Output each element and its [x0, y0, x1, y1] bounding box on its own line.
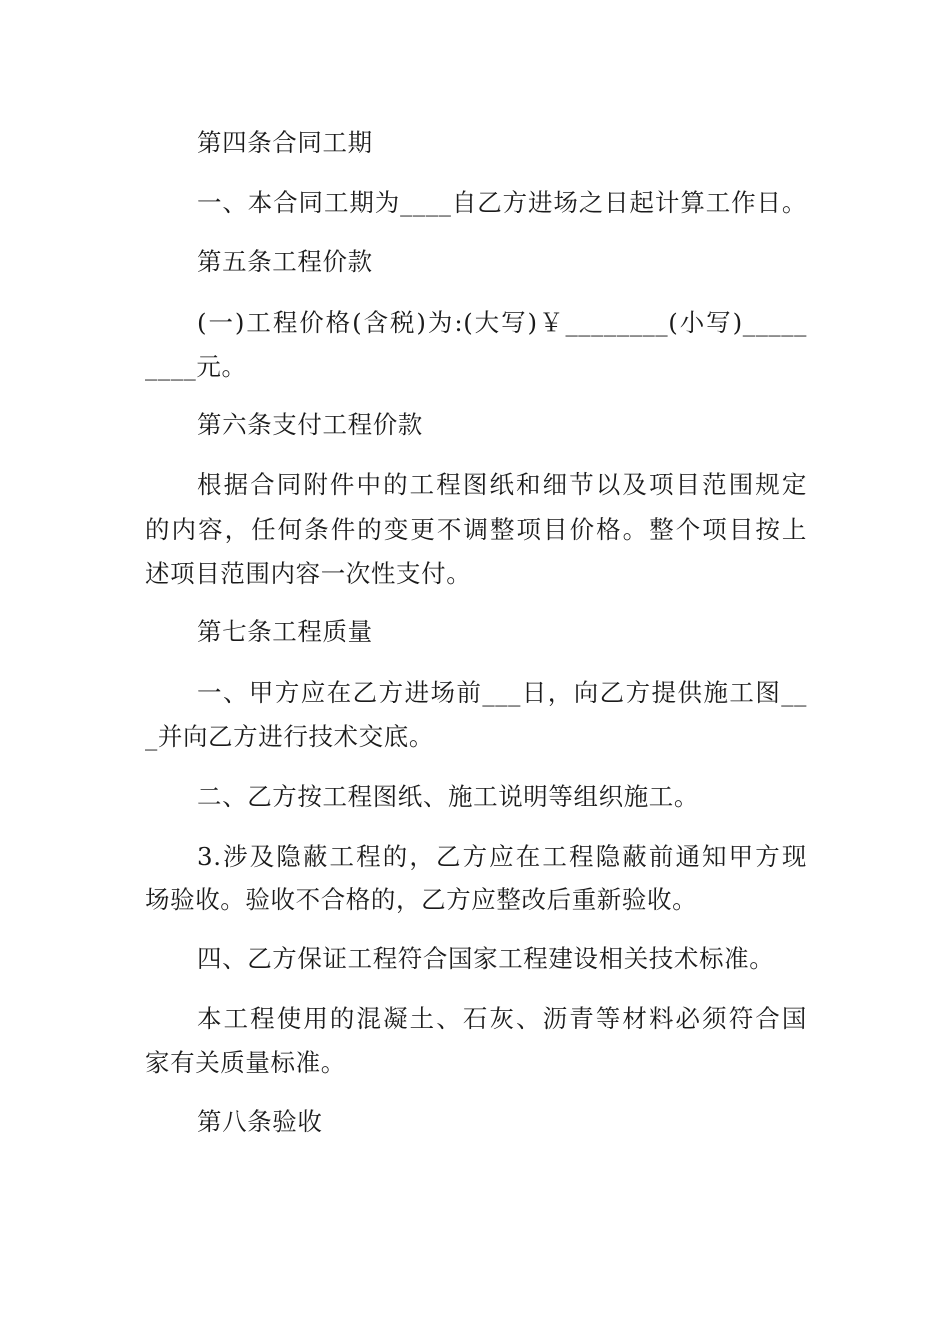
section-heading-8: 第八条验收: [197, 1107, 323, 1136]
paragraph-line: _并向乙方进行技术交底。: [145, 722, 434, 751]
paragraph-line: 的内容，任何条件的变更不调整项目价格。整个项目按上: [145, 515, 807, 544]
section-heading-6: 第六条支付工程价款: [197, 410, 423, 439]
paragraph-line: 家有关质量标准。: [145, 1048, 346, 1077]
paragraph-line: 一、甲方应在乙方进场前___日，向乙方提供施工图__: [197, 678, 807, 707]
paragraph-line: (一)工程价格(含税)为:(大写)￥________(小写)_____: [197, 308, 807, 337]
paragraph-line: 根据合同附件中的工程图纸和细节以及项目范围规定: [197, 470, 807, 499]
paragraph-line: 本工程使用的混凝土、石灰、沥青等材料必须符合国: [197, 1004, 807, 1033]
section-heading-7: 第七条工程质量: [197, 617, 373, 646]
paragraph-line: 3.涉及隐蔽工程的，乙方应在工程隐蔽前通知甲方现: [197, 842, 807, 871]
section-heading-4: 第四条合同工期: [197, 128, 373, 157]
paragraph-line: 四、乙方保证工程符合国家工程建设相关技术标准。: [197, 944, 775, 973]
paragraph-line: 二、乙方按工程图纸、施工说明等组织施工。: [197, 782, 699, 811]
section-heading-5: 第五条工程价款: [197, 247, 373, 276]
paragraph-line: ____元。: [145, 352, 247, 381]
paragraph-line: 一、本合同工期为____自乙方进场之日起计算工作日。: [197, 188, 807, 217]
paragraph-line: 场验收。验收不合格的，乙方应整改后重新验收。: [145, 885, 698, 914]
paragraph-line: 述项目范围内容一次性支付。: [145, 559, 472, 588]
